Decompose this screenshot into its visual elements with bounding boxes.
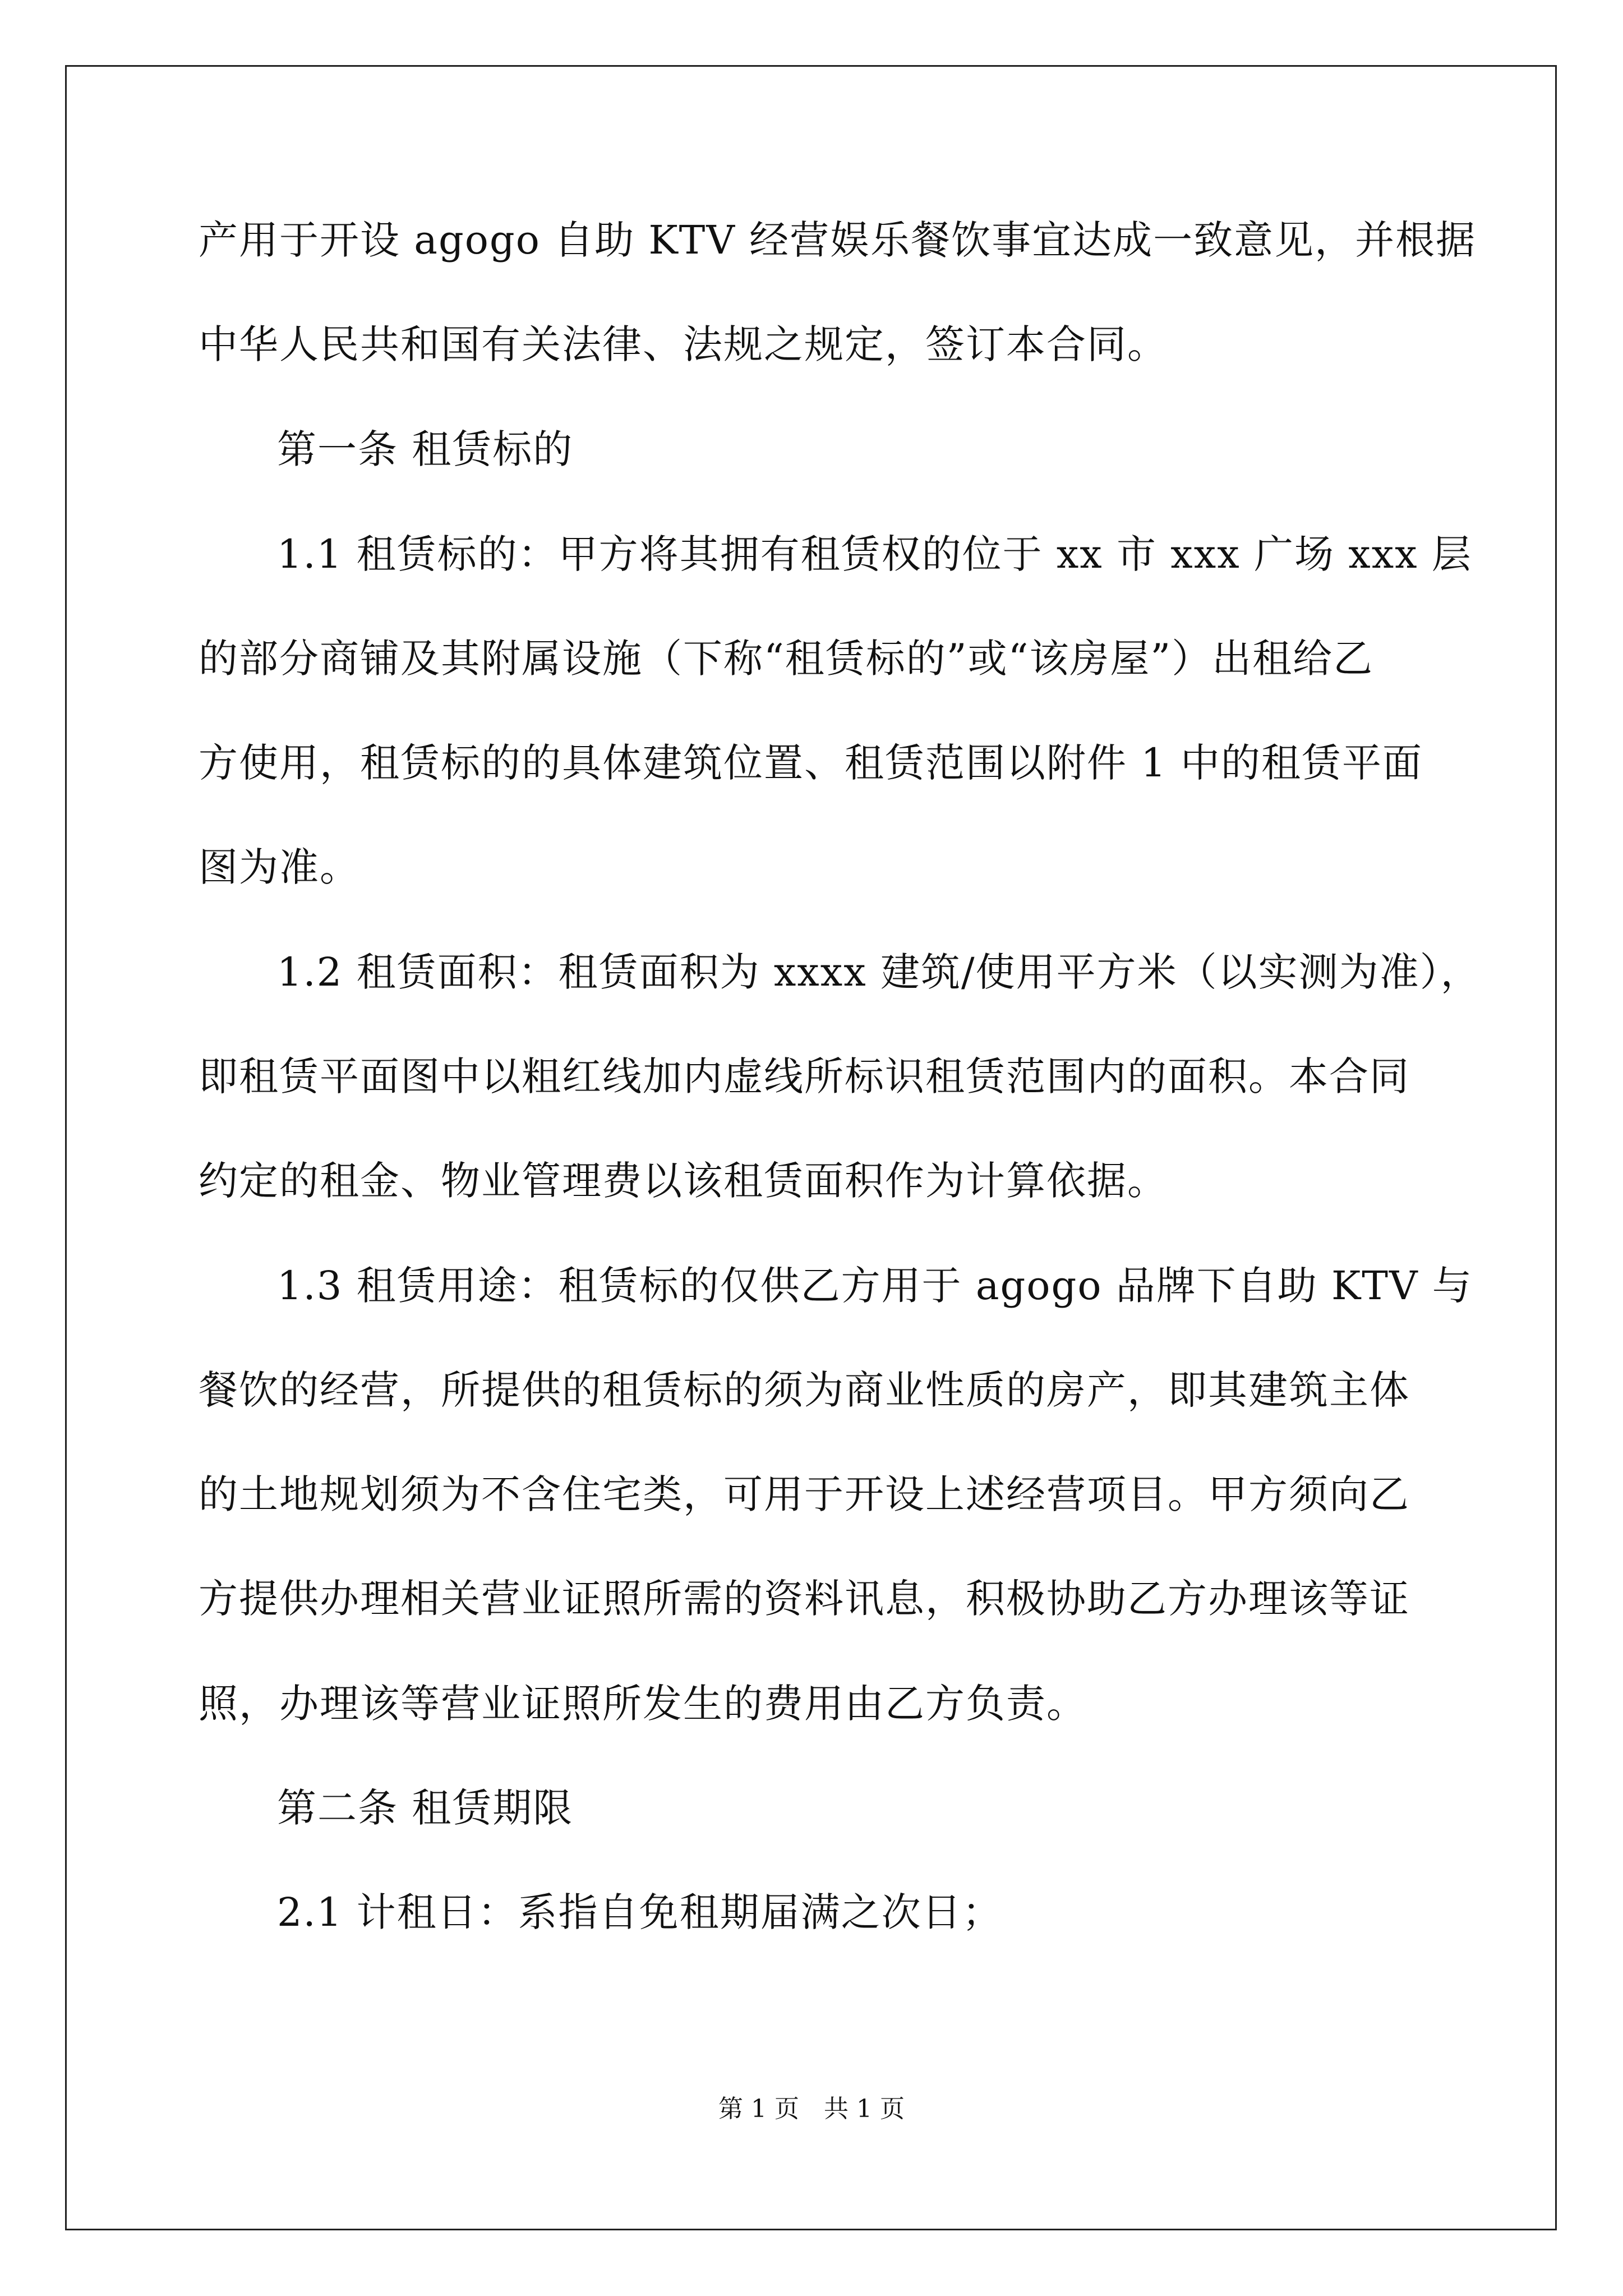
text-line: 的土地规划须为不含住宅类，可用于开设上述经营项目。甲方须向乙 <box>199 1471 1410 1517</box>
text-line: 约定的租金、物业管理费以该租赁面积作为计算依据。 <box>199 1158 1168 1204</box>
text-line: 方提供办理相关营业证照所需的资料讯息，积极协助乙方办理该等证 <box>199 1576 1410 1622</box>
text-line: 1.2 租赁面积：租赁面积为 xxxx 建筑/使用平方米（以实测为准）， <box>277 949 1481 995</box>
text-line: 方使用，租赁标的的具体建筑位置、租赁范围以附件 1 中的租赁平面 <box>199 740 1423 786</box>
text-line: 中华人民共和国有关法律、法规之规定，签订本合同。 <box>199 321 1168 367</box>
page-number: 第 1 页 共 1 页 <box>718 2095 905 2123</box>
text-line: 图为准。 <box>199 844 360 890</box>
article-heading: 第二条 租赁期限 <box>277 1785 574 1831</box>
article-heading: 第一条 租赁标的 <box>277 426 574 472</box>
text-line: 2.1 计租日：系指自免租期届满之次日； <box>277 1889 1003 1935</box>
text-line: 餐饮的经营，所提供的租赁标的须为商业性质的房产，即其建筑主体 <box>199 1367 1410 1413</box>
text-line: 照，办理该等营业证照所发生的费用由乙方负责。 <box>199 1681 1087 1727</box>
text-line: 产用于开设 agogo 自助 KTV 经营娱乐餐饮事宜达成一致意见，并根据 <box>199 217 1477 263</box>
text-line: 1.1 租赁标的：甲方将其拥有租赁权的位于 xx 市 xxx 广场 xxx 层 <box>277 531 1472 577</box>
text-line: 的部分商铺及其附属设施（下称“租赁标的”或“该房屋”）出租给乙 <box>199 636 1374 682</box>
text-line: 即租赁平面图中以粗红线加内虚线所标识租赁范围内的面积。本合同 <box>199 1053 1410 1099</box>
text-line: 1.3 租赁用途：租赁标的仅供乙方用于 agogo 品牌下自助 KTV 与 <box>277 1263 1473 1309</box>
